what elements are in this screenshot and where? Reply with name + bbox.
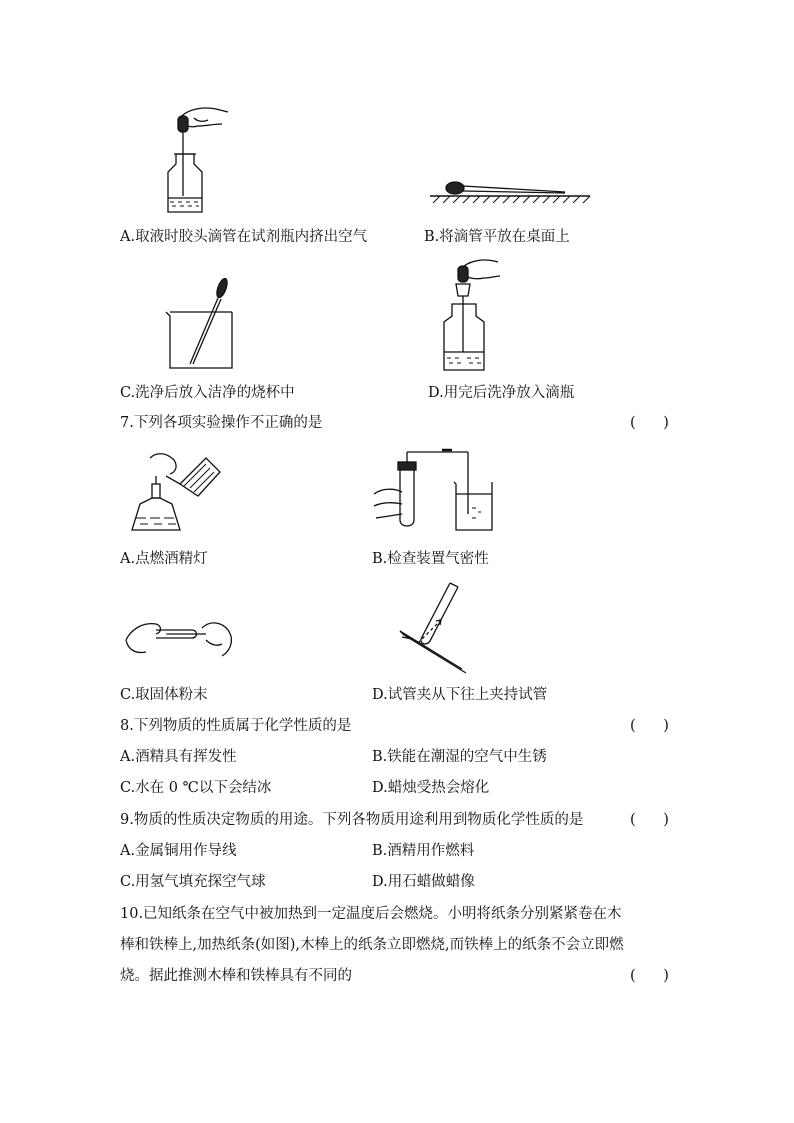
q8-option-c: C.水在 0 ℃以下会结冰: [120, 780, 272, 796]
q9-option-c: C.用氢气填充探空气球: [120, 874, 266, 890]
q7-option-a: A.点燃酒精灯: [120, 551, 208, 567]
q10-stem-line2: 棒和铁棒上,加热纸条(如图),木棒上的纸条立即燃烧,而铁棒上的纸条不会立即燃: [120, 937, 624, 953]
q6-option-a: A.取液时胶头滴管在试剂瓶内挤出空气: [120, 229, 368, 245]
q8-option-b: B.铁能在潮湿的空气中生锈: [372, 749, 547, 765]
q9-option-a: A.金属铜用作导线: [120, 843, 237, 859]
solid-powder-figure: [122, 610, 242, 665]
q8-option-d: D.蜡烛受热会熔化: [372, 780, 490, 796]
q10-stem-line1: 10.已知纸条在空气中被加热到一定温度后会燃烧。小明将纸条分别紧紧卷在木: [120, 906, 622, 922]
dropper-on-table-figure: [425, 170, 595, 210]
q7-option-d: D.试管夹从下往上夹持试管: [372, 687, 548, 703]
q6-option-d: D.用完后洗净放入滴瓶: [428, 385, 575, 401]
airtightness-check-figure: [372, 448, 502, 533]
dropper-in-beaker-figure: [160, 272, 240, 372]
q9-option-d: D.用石蜡做蜡像: [372, 874, 475, 890]
q6-option-c: C.洗净后放入洁净的烧杯中: [120, 385, 295, 401]
q9-option-b: B.酒精用作燃料: [372, 843, 475, 859]
q7-option-b: B.检查装置气密性: [372, 551, 489, 567]
test-tube-holder-figure: [392, 575, 472, 675]
q10-stem-line3: 烧。据此推测木棒和铁棒具有不同的: [120, 968, 352, 984]
q10-answer-paren: ( ): [630, 968, 669, 984]
q9-answer-paren: ( ): [630, 812, 669, 828]
q7-stem: 7.下列各项实验操作不正确的是: [120, 415, 323, 431]
q9-stem: 9.物质的性质决定物质的用途。下列各物质用途利用到物质化学性质的是: [120, 812, 584, 828]
lighting-alcohol-lamp-figure: [120, 448, 225, 538]
dropper-in-bottle-figure: [150, 100, 240, 220]
q7-option-c: C.取固体粉末: [120, 687, 208, 703]
dropper-in-dropping-bottle-figure: [440, 252, 520, 377]
q8-stem: 8.下列物质的性质属于化学性质的是: [120, 718, 352, 734]
q8-option-a: A.酒精具有挥发性: [120, 749, 237, 765]
q7-answer-paren: ( ): [630, 415, 669, 431]
q6-option-b: B.将滴管平放在桌面上: [424, 229, 570, 245]
q8-answer-paren: ( ): [630, 718, 669, 734]
